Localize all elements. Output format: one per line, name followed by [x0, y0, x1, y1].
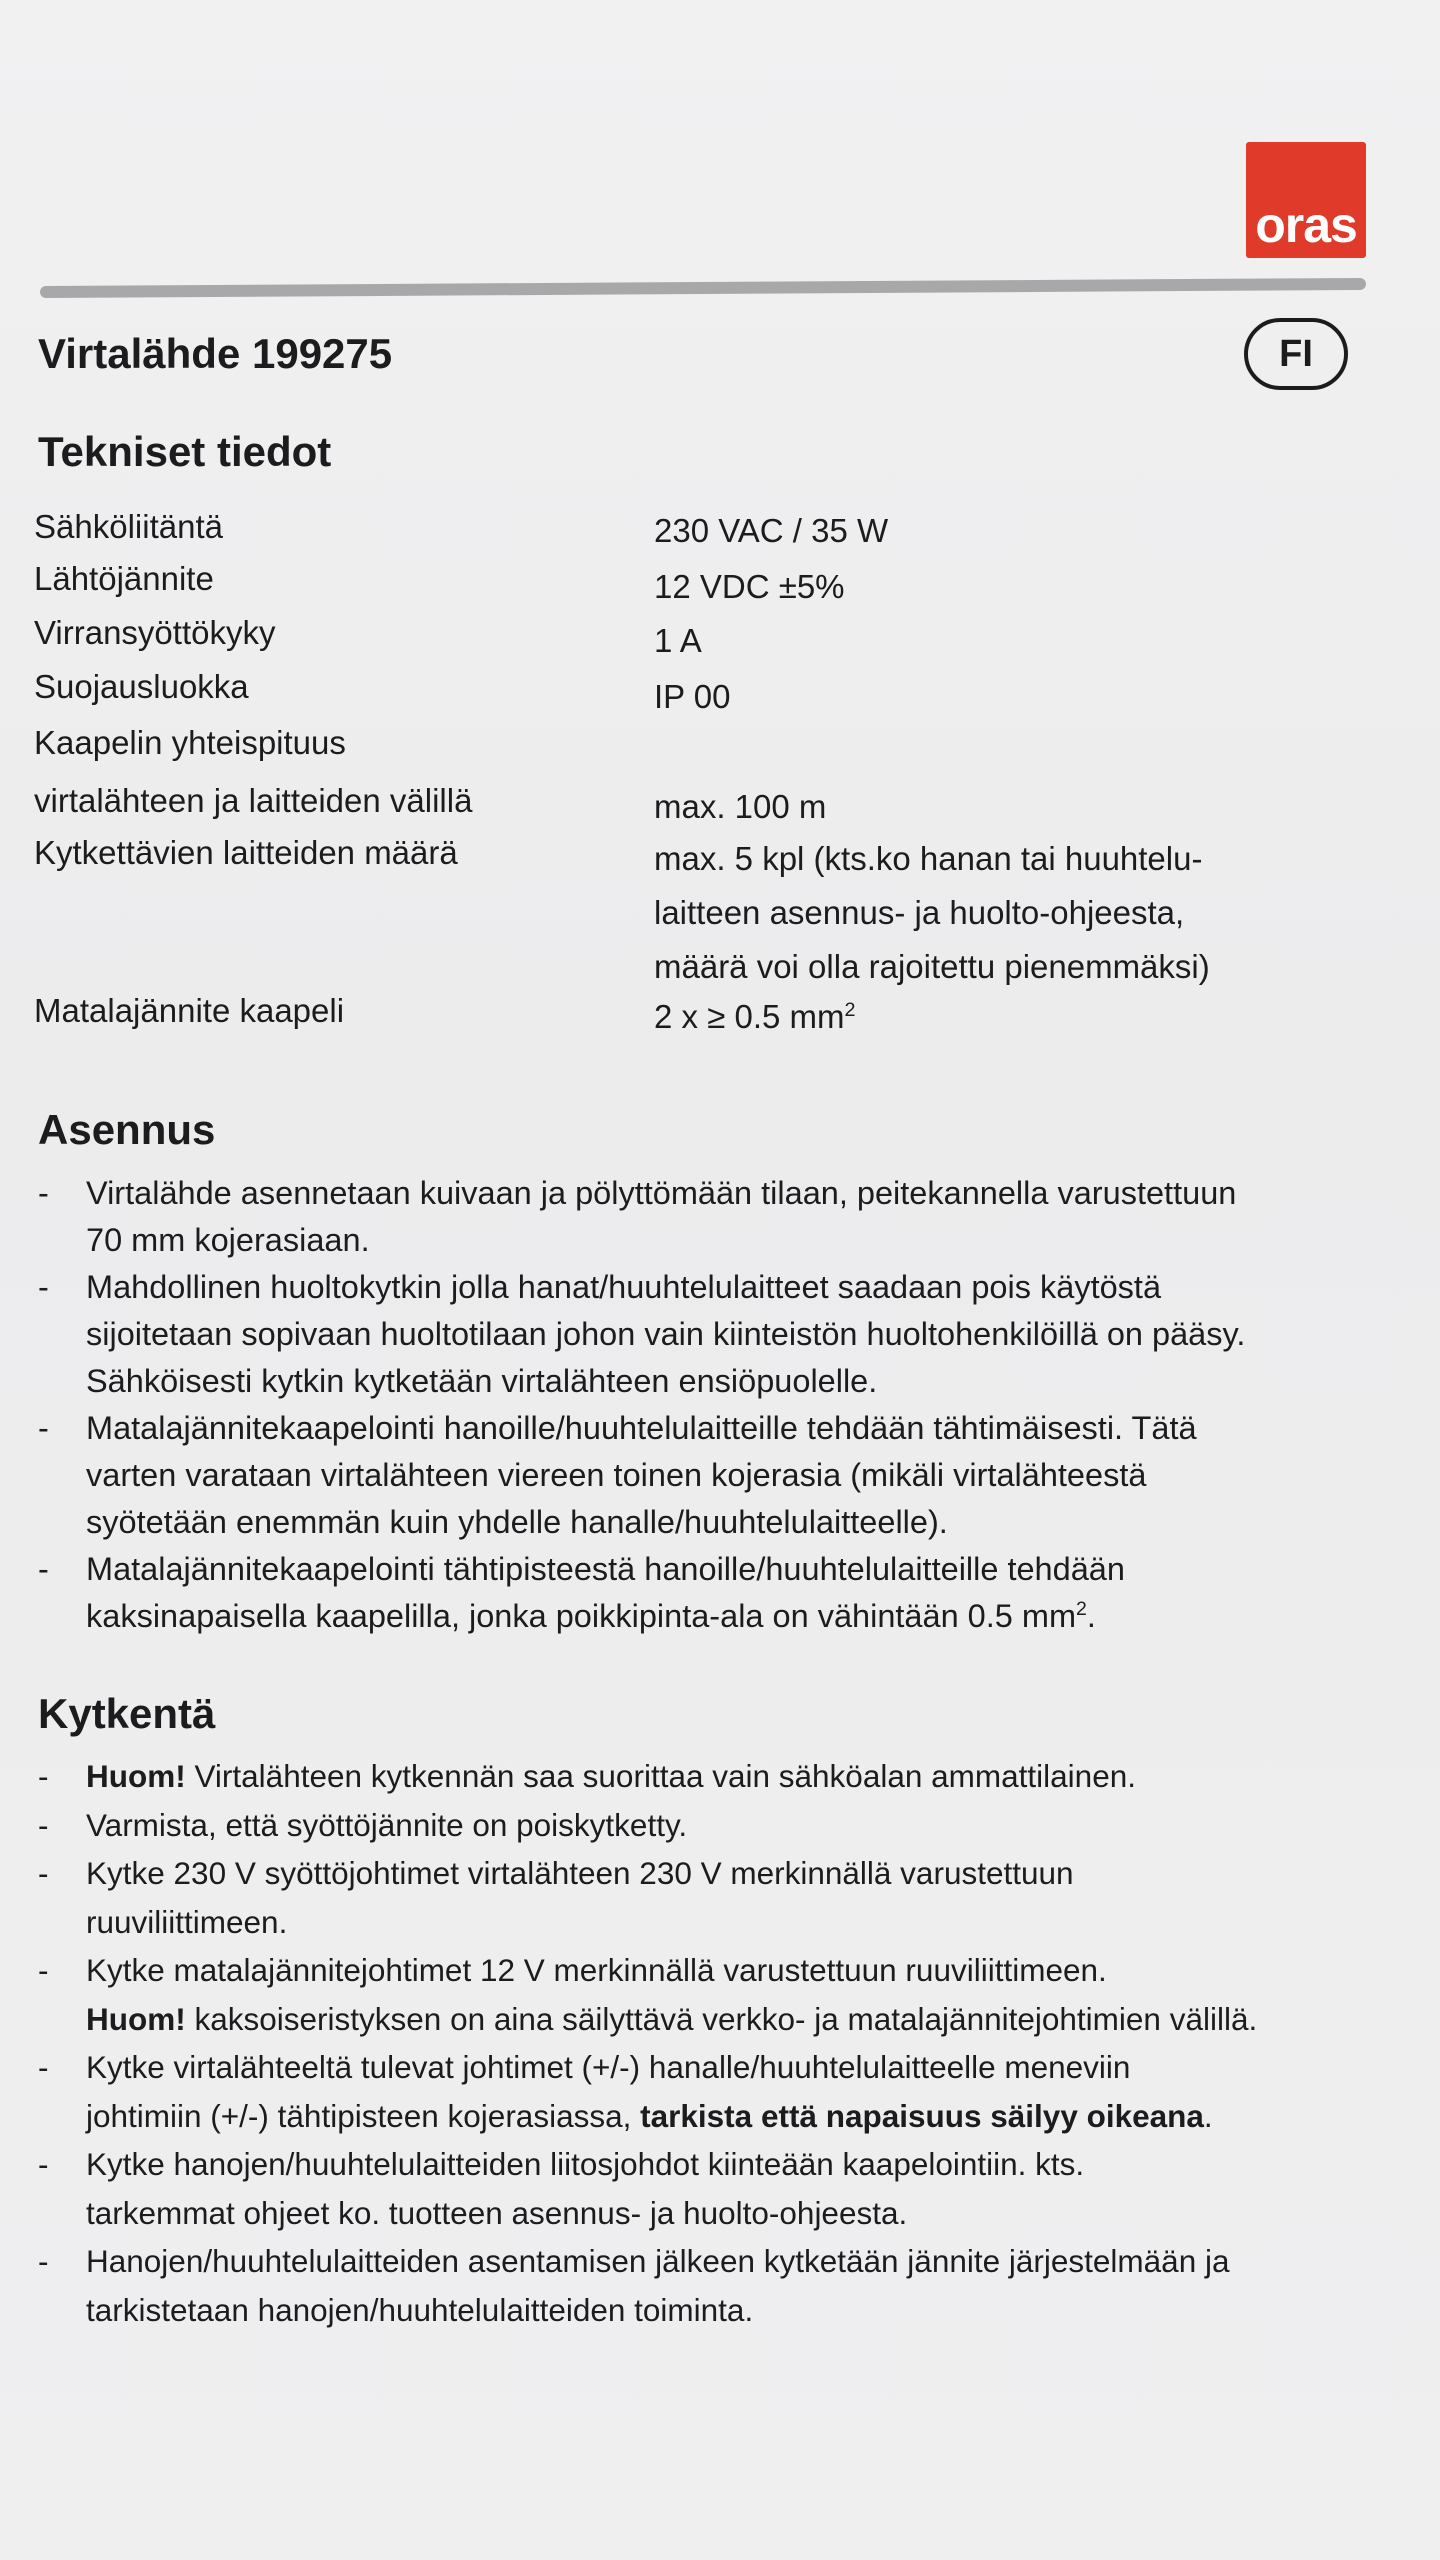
oras-logo — [1246, 142, 1366, 258]
specs-heading: Tekniset tiedot — [38, 428, 332, 475]
spec-value: 230 VAC / 35 W — [654, 512, 889, 549]
list-item: - Matalajännitekaapelointi hanoille/huuhtelulaitteille tehdään tähtimäisesti. Tätä varten varataan virtalähteen viereen toinen kojerasia (mikäli virtalähteestä syötetään enemmän kuin yhdelle hanalle/huuhtelulaitteelle). — [38, 1410, 1197, 1540]
list-item: - Matalajännitekaapelointi tähtipisteestä hanoille/huuhtelulaitteille tehdään kaksinapaisella kaapelilla, jonka poikkipinta-ala on vähintään 0.5 $mm^2$. — [38, 1551, 1125, 1634]
spec-label: Matalajännite kaapeli — [34, 992, 345, 1029]
header-divider — [40, 278, 1366, 298]
list-item: - Huom! Virtalähteen kytkennän saa suorittaa vain sähköalan ammattilainen. — [38, 1758, 1136, 1794]
spec-label: Sähköliitäntä — [34, 508, 223, 545]
spec-label: Lähtöjännite — [34, 560, 214, 597]
spec-value-line3: määrä voi olla rajoitettu pienemmäksi) — [654, 948, 1210, 985]
list-item: - Kytke matalajännitejohtimet 12 V merkinnällä varustettuun ruuviliittimeen. Huom! kaksoiseristyksen on aina säilyttävä verkko- ja matalajännitejohtimien välillä. — [38, 1952, 1258, 2037]
wiring-heading: Kytkentä — [38, 1690, 216, 1737]
spec-value: 1 A — [654, 622, 702, 659]
spec-value: max. 100 m — [654, 788, 827, 825]
spec-value: 2 x ≥ 0.5 $mm^2$ — [654, 998, 856, 1035]
spec-label: Kytkettävien laitteiden määrä — [34, 834, 458, 871]
spec-value-line2: laitteen asennus- ja huolto-ohjeesta, — [654, 894, 1185, 931]
list-item: - Hanojen/huuhtelulaitteiden asentamisen jälkeen kytketään jännite järjestelmään ja tarkistetaan hanojen/huuhtelulaitteiden toiminta. — [38, 2243, 1230, 2328]
spec-label: Suojausluokka — [34, 668, 249, 705]
list-item: - Mahdollinen huoltokytkin jolla hanat/huuhtelulaitteet saadaan pois käytöstä sijoitetaan sopivaan huoltotilaan johon vain kiinteistön huoltohenkilöillä on pääsy. Sähköisesti kytkin kytketään virtalähteen ensiöpuolelle. — [38, 1269, 1246, 1399]
list-item: - Kytke hanojen/huuhtelulaitteiden liitosjohdot kiinteään kaapelointiin. kts. tarkemmat ohjeet ko. tuotteen asennus- ja huolto-ohjeesta. — [38, 2146, 1085, 2231]
document-title: Virtalähde 199275 — [38, 330, 393, 377]
spec-label: Virransyöttökyky — [34, 614, 276, 651]
wiring-list — [38, 1752, 1257, 2334]
spec-label-line2: virtalähteen ja laitteiden välillä — [34, 782, 473, 819]
spec-value: 12 VDC ±5% — [654, 568, 845, 605]
list-item: - Varmista, että syöttöjännite on poiskytketty. — [38, 1806, 688, 1843]
logo-text: oras — [1255, 197, 1357, 253]
list-item: - Kytke 230 V syöttöjohtimet virtalähteen 230 V merkinnällä varustettuun ruuviliittimeen. — [38, 1855, 1074, 1940]
list-item: - Virtalähde asennetaan kuivaan ja pölyttömään tilaan, peitekannella varustettuun 70 mm kojerasiaan. — [38, 1175, 1237, 1258]
spec-value: max. 5 kpl (kts.ko hanan tai huuhtelu- — [654, 840, 1203, 877]
installation-heading: Asennus — [38, 1106, 216, 1153]
spec-value: IP 00 — [654, 678, 731, 715]
list-item: - Kytke virtalähteeltä tulevat johtimet (+/-) hanalle/huuhtelulaitteelle meneviin johtimiin (+/-) tähtipisteen kojerasiassa, tarkista että napaisuus säilyy oikeana. — [38, 2049, 1213, 2134]
installation-list — [38, 1170, 1245, 1640]
language-badge: FI — [1244, 318, 1348, 390]
spec-label: Kaapelin yhteispituus — [34, 724, 346, 761]
